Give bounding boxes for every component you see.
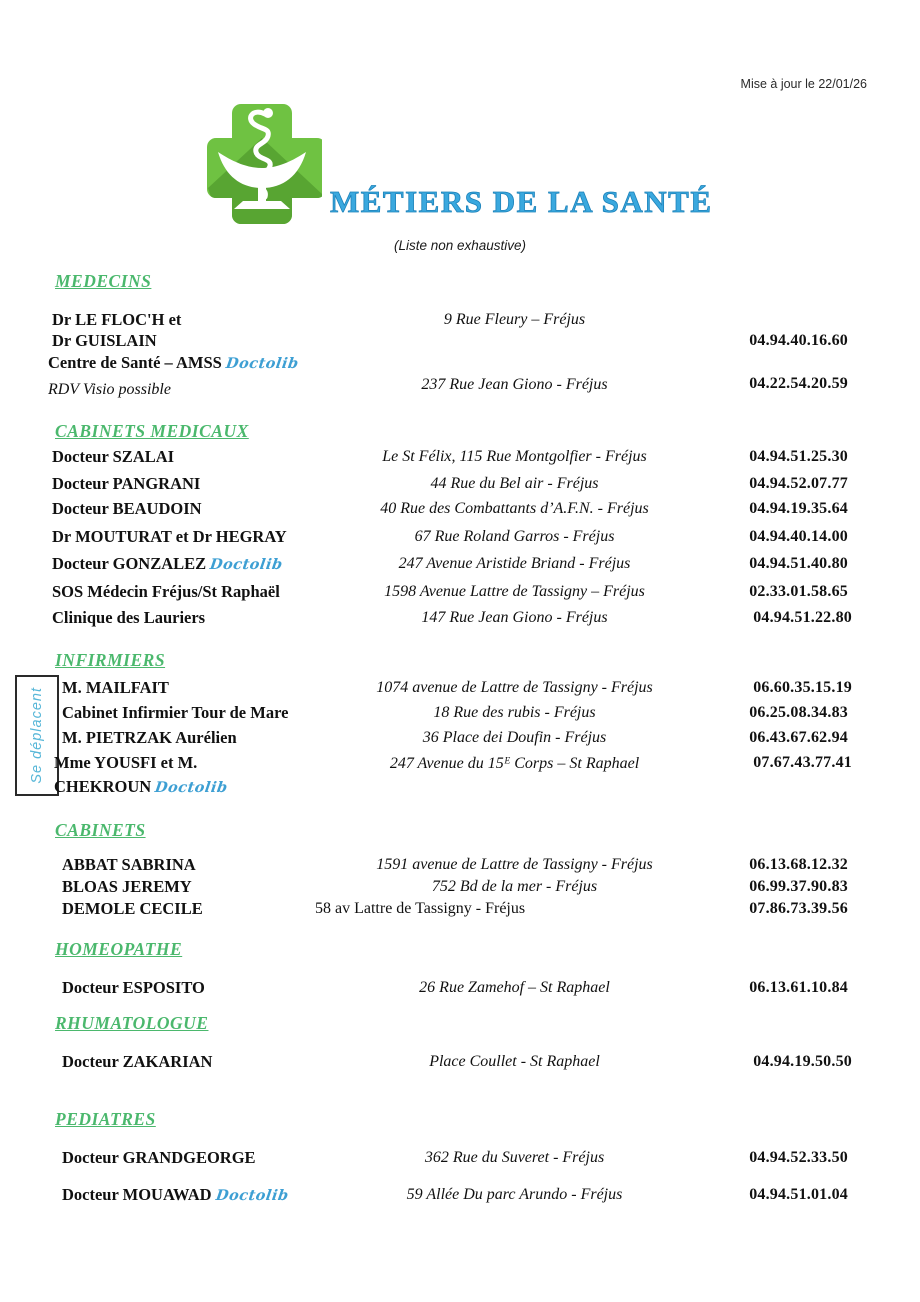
entry-note: RDV Visio possible bbox=[48, 381, 171, 398]
entry-phone: 06.43.67.62.94 bbox=[749, 729, 848, 746]
entry-name: Centre de Santé – AMSS Doctolib RDV Visio possible bbox=[48, 352, 348, 400]
doctolib-badge: Doctolib bbox=[154, 779, 230, 796]
entry-address: 247 Avenue du 15ᴱ Corps – St Raphael bbox=[389, 755, 640, 772]
entry-phone: 04.94.51.25.30 bbox=[749, 448, 848, 465]
entry-phone: 07.67.43.77.41 bbox=[753, 754, 852, 771]
entry-address: 247 Avenue Aristide Briand - Fréjus bbox=[398, 555, 631, 572]
entry-address: Place Coullet - St Raphael bbox=[429, 1053, 600, 1070]
section-heading-cabinets-medicaux: CABINETS MEDICAUX bbox=[55, 421, 249, 441]
entry-name: Docteur ESPOSITO bbox=[62, 978, 205, 997]
entry-address: 58 av Lattre de Tassigny - Fréjus bbox=[315, 900, 526, 917]
section-heading-cabinets: CABINETS bbox=[55, 820, 146, 840]
entry-phone: 04.94.51.40.80 bbox=[749, 555, 848, 572]
entry-phone: 04.94.51.01.04 bbox=[749, 1186, 848, 1203]
entry-name: Docteur MOUAWAD Doctolib bbox=[62, 1185, 290, 1204]
entry-name: M. PIETRZAK Aurélien bbox=[62, 728, 237, 747]
entry-name: Docteur GONZALEZ Doctolib bbox=[52, 554, 285, 573]
entry-address: 36 Place dei Doufin - Fréjus bbox=[422, 729, 607, 746]
entry-address: 147 Rue Jean Giono - Fréjus bbox=[421, 609, 608, 626]
section-heading-rhumatologue: RHUMATOLOGUE bbox=[55, 1013, 209, 1033]
entry-phone: 04.94.19.35.64 bbox=[749, 500, 848, 517]
pharmacy-cross-icon bbox=[202, 100, 322, 224]
entry-phone: 02.33.01.58.65 bbox=[749, 583, 848, 600]
doctolib-badge: Doctolib bbox=[214, 1187, 290, 1204]
directory-row bbox=[52, 309, 848, 355]
entry-address: 40 Rue des Combattants d’A.F.N. - Fréjus bbox=[380, 500, 649, 517]
entry-address: 1598 Avenue Lattre de Tassigny – Fréjus bbox=[384, 583, 645, 600]
entry-phone: 07.86.73.39.56 bbox=[749, 900, 848, 917]
entry-phone: 04.94.40.16.60 bbox=[749, 332, 848, 349]
entry-name: SOS Médecin Fréjus/St Raphaël bbox=[52, 582, 280, 601]
section-heading-homeopathe: HOMEOPATHE bbox=[55, 939, 183, 959]
entry-phone: 04.94.52.33.50 bbox=[749, 1149, 848, 1166]
entry-name: DEMOLE CECILE bbox=[62, 899, 203, 918]
entry-name: Mme YOUSFI et M. CHEKROUN Doctolib bbox=[54, 753, 230, 796]
entry-address: 59 Allée Du parc Arundo - Fréjus bbox=[406, 1186, 623, 1203]
entry-name: Dr LE FLOC'H et Dr GUISLAIN bbox=[52, 310, 182, 350]
entry-name: M. MAILFAIT bbox=[62, 678, 169, 697]
entry-address: 26 Rue Zamehof – St Raphael bbox=[419, 979, 610, 996]
entry-name: Clinique des Lauriers bbox=[52, 608, 206, 627]
page-subtitle: (Liste non exhaustive) bbox=[393, 238, 527, 253]
section-heading-pediatres: PEDIATRES bbox=[55, 1109, 156, 1129]
se-deplacent-label: Se déplacent bbox=[29, 687, 45, 784]
entry-address: 752 Bd de la mer - Fréjus bbox=[431, 878, 598, 895]
entry-address: 237 Rue Jean Giono - Fréjus bbox=[421, 376, 608, 393]
doctolib-badge: Doctolib bbox=[209, 556, 285, 573]
entry-phone: 06.60.35.15.19 bbox=[753, 679, 852, 696]
entry-phone: 06.13.61.10.84 bbox=[749, 979, 848, 996]
section-heading-infirmiers: INFIRMIERS bbox=[55, 650, 166, 670]
directory-row bbox=[52, 752, 852, 802]
entry-name: Cabinet Infirmier Tour de Mare bbox=[62, 703, 289, 722]
entry-name: BLOAS JEREMY bbox=[62, 877, 192, 896]
doctolib-badge: Doctolib bbox=[224, 355, 300, 372]
entry-address: 1591 avenue de Lattre de Tassigny - Fréjus bbox=[376, 856, 653, 873]
entry-phone: 06.13.68.12.32 bbox=[749, 856, 848, 873]
entry-address: 67 Rue Roland Garros - Fréjus bbox=[414, 528, 615, 545]
entry-name: Docteur SZALAI bbox=[52, 447, 175, 466]
entry-address: 9 Rue Fleury – Fréjus bbox=[443, 311, 586, 328]
entry-name: Dr MOUTURAT et Dr HEGRAY bbox=[52, 527, 287, 546]
update-date: Mise à jour le 22/01/26 bbox=[740, 77, 867, 91]
entry-name: Docteur ZAKARIAN bbox=[62, 1052, 213, 1071]
entry-phone: 04.22.54.20.59 bbox=[749, 375, 848, 392]
entry-address: 44 Rue du Bel air - Fréjus bbox=[430, 475, 599, 492]
entry-name: Docteur GRANDGEORGE bbox=[62, 1148, 256, 1167]
entry-address: Le St Félix, 115 Rue Montgolfier - Fréjus bbox=[382, 448, 647, 465]
entry-address: 362 Rue du Suveret - Fréjus bbox=[424, 1149, 605, 1166]
section-heading-medecins: MEDECINS bbox=[55, 271, 152, 291]
entry-address: 1074 avenue de Lattre de Tassigny - Fréjus bbox=[376, 679, 653, 696]
entry-name: ABBAT SABRINA bbox=[62, 855, 196, 874]
entry-phone: 04.94.40.14.00 bbox=[749, 528, 848, 545]
entry-phone: 06.25.08.34.83 bbox=[749, 704, 848, 721]
entry-name: Docteur PANGRANI bbox=[52, 474, 201, 493]
entry-name: Docteur BEAUDOIN bbox=[52, 499, 202, 518]
directory-row bbox=[48, 352, 848, 402]
entry-phone: 04.94.19.50.50 bbox=[753, 1053, 852, 1070]
entry-phone: 04.94.52.07.77 bbox=[749, 475, 848, 492]
page-title: MÉTIERS DE LA SANTÉ bbox=[330, 184, 713, 219]
entry-address: 18 Rue des rubis - Fréjus bbox=[433, 704, 596, 721]
entry-phone: 06.99.37.90.83 bbox=[749, 878, 848, 895]
entry-phone: 04.94.51.22.80 bbox=[753, 609, 852, 626]
